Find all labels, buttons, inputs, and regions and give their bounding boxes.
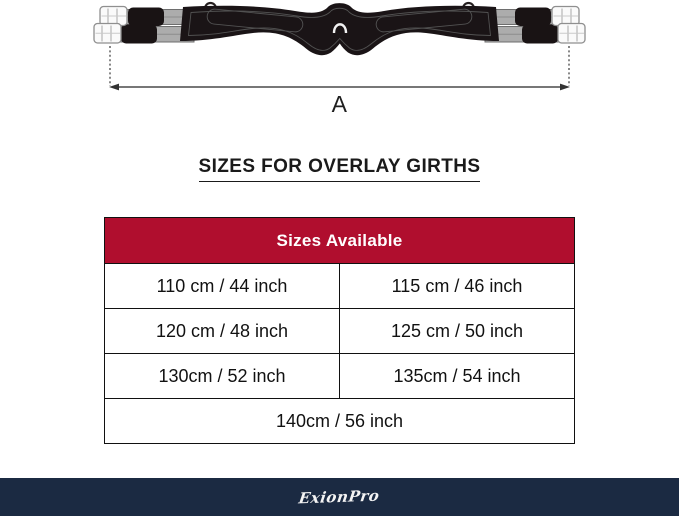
sizes-table — [104, 217, 575, 444]
right-top-buckle-icon — [552, 7, 579, 26]
girth-body — [180, 3, 499, 55]
brand-logo: ExionPro — [297, 486, 382, 508]
left-top-buckle-icon — [100, 7, 127, 26]
dimension-lines — [109, 46, 570, 90]
table-row — [105, 309, 575, 354]
size-cell: 125 cm / 50 inch — [340, 309, 575, 354]
page-title-wrap — [0, 157, 679, 182]
size-cell: 120 cm / 48 inch — [105, 309, 340, 354]
size-cell: 110 cm / 44 inch — [105, 264, 340, 309]
table-row-full — [105, 399, 575, 444]
dimension-label: A — [331, 91, 348, 117]
size-cell: 115 cm / 46 inch — [340, 264, 575, 309]
table-header-row — [105, 218, 575, 264]
table-header-cell: Sizes Available — [105, 218, 575, 264]
size-cell: 130cm / 52 inch — [105, 354, 340, 399]
table-row — [105, 354, 575, 399]
footer-bar — [0, 478, 679, 516]
size-cell: 135cm / 54 inch — [340, 354, 575, 399]
right-bottom-buckle-icon — [558, 24, 585, 44]
size-cell-full-width: 140cm / 56 inch — [105, 399, 575, 444]
table-row — [105, 264, 575, 309]
page-title: SIZES FOR OVERLAY GIRTHS — [199, 157, 481, 182]
left-bottom-buckle-icon — [94, 24, 121, 44]
